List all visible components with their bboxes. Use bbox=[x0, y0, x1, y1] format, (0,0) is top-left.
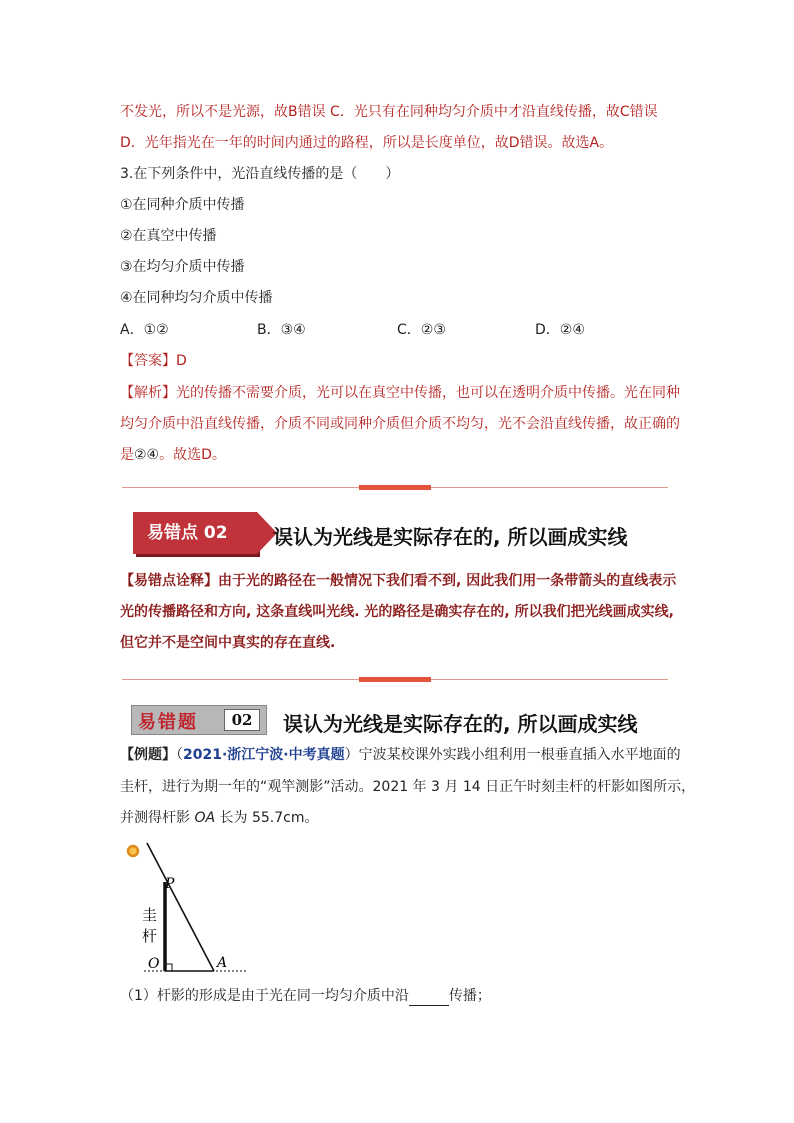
option-d: D．②④ bbox=[535, 322, 585, 338]
pole-label: 圭 bbox=[142, 906, 158, 924]
explanation-line: 【易错点诠释】由于光的路径在一般情况下我们看不到, 因此我们用一条带箭头的直线表示 bbox=[120, 573, 677, 589]
question-stem: 3.在下列条件中，光沿直线传播的是（ ） bbox=[120, 166, 400, 182]
label-a: A bbox=[217, 955, 228, 971]
explanation-line: 但它并不是空间中真实的存在直线. bbox=[120, 635, 336, 651]
example-line: 圭杆，进行为期一年的“观竿测影”活动。2021 年 3 月 14 日正午时刻圭杆的杆影如图所示， bbox=[120, 779, 696, 795]
section-heading: 误认为光线是实际存在的, 所以画成实线 bbox=[283, 712, 638, 736]
label-p: P bbox=[165, 876, 175, 892]
example-line bbox=[120, 745, 681, 765]
option-b: B．③④ bbox=[257, 322, 306, 338]
source-bracket: （ bbox=[176, 747, 183, 763]
condition-item: ②在真空中传播 bbox=[120, 228, 217, 244]
analysis-line bbox=[120, 445, 226, 465]
analysis-text: 光的传播不需要介质，光可以在真空中传播，也可以在透明介质中传播。光在同种 bbox=[176, 385, 680, 401]
answer-blank[interactable] bbox=[409, 991, 449, 1006]
pole-shadow-figure bbox=[118, 838, 258, 978]
example-text: 宁波某校课外实践小组利用一根垂直插入水平地面的 bbox=[358, 747, 681, 763]
example-text: 并测得杆影 bbox=[120, 810, 195, 826]
analysis-text: 是 bbox=[120, 447, 134, 463]
answer-line bbox=[120, 351, 187, 371]
error-question-tag-text: 易错题 bbox=[138, 712, 198, 733]
condition-item: ③在均匀介质中传播 bbox=[120, 259, 245, 275]
analysis-label: 【解析】 bbox=[120, 385, 176, 401]
label-o: O bbox=[148, 956, 160, 972]
option-c: C．②③ bbox=[397, 322, 446, 338]
error-question-tag-number: 02 bbox=[224, 709, 260, 731]
sub-question-text: 传播； bbox=[448, 988, 491, 1004]
section-divider bbox=[122, 487, 668, 488]
section-tag bbox=[133, 512, 257, 554]
text-line: 不发光，所以不是光源，故B错误 C．光只有在同种均匀介质中才沿直线传播，故C错误 bbox=[120, 104, 658, 120]
sub-question-text: （1）杆影的形成是由于光在同一均匀介质中沿 bbox=[120, 988, 409, 1004]
option-a: A．①② bbox=[120, 322, 169, 338]
source-bracket: ） bbox=[344, 747, 359, 763]
analysis-highlight: ②④ bbox=[134, 447, 160, 463]
answer-label: 【答案】 bbox=[120, 353, 176, 369]
section-divider bbox=[122, 679, 668, 680]
example-text: 长为 55.7cm。 bbox=[215, 810, 319, 826]
sub-question bbox=[120, 986, 491, 1006]
condition-item: ④在同种均匀介质中传播 bbox=[120, 290, 273, 306]
pole-label: 杆 bbox=[142, 927, 158, 945]
sun-icon bbox=[128, 846, 138, 856]
text-line: D．光年指光在一年的时间内通过的路程，所以是长度单位，故D错误。故选A。 bbox=[120, 135, 614, 151]
example-label: 【例题】 bbox=[120, 747, 176, 763]
condition-item: ①在同种介质中传播 bbox=[120, 197, 245, 213]
answer-value: D bbox=[176, 353, 187, 369]
example-source: 2021·浙江宁波·中考真题 bbox=[183, 747, 345, 763]
section-heading: 误认为光线是实际存在的, 所以画成实线 bbox=[273, 525, 628, 549]
explanation-line: 光的传播路径和方向, 这条直线叫光线. 光的路径是确实存在的, 所以我们把光线画成实线, bbox=[120, 604, 674, 620]
error-question-tag bbox=[131, 705, 267, 735]
analysis-text: 。故选D。 bbox=[159, 447, 226, 463]
light-ray bbox=[147, 843, 214, 971]
analysis-line bbox=[120, 383, 680, 403]
section-tag-text: 易错点 02 bbox=[147, 523, 228, 543]
example-line bbox=[120, 808, 318, 828]
analysis-line: 均匀介质中沿直线传播，介质不同或同种介质但介质不均匀，光不会沿直线传播，故正确的 bbox=[120, 416, 680, 432]
variable-oa: OA bbox=[194, 810, 216, 826]
